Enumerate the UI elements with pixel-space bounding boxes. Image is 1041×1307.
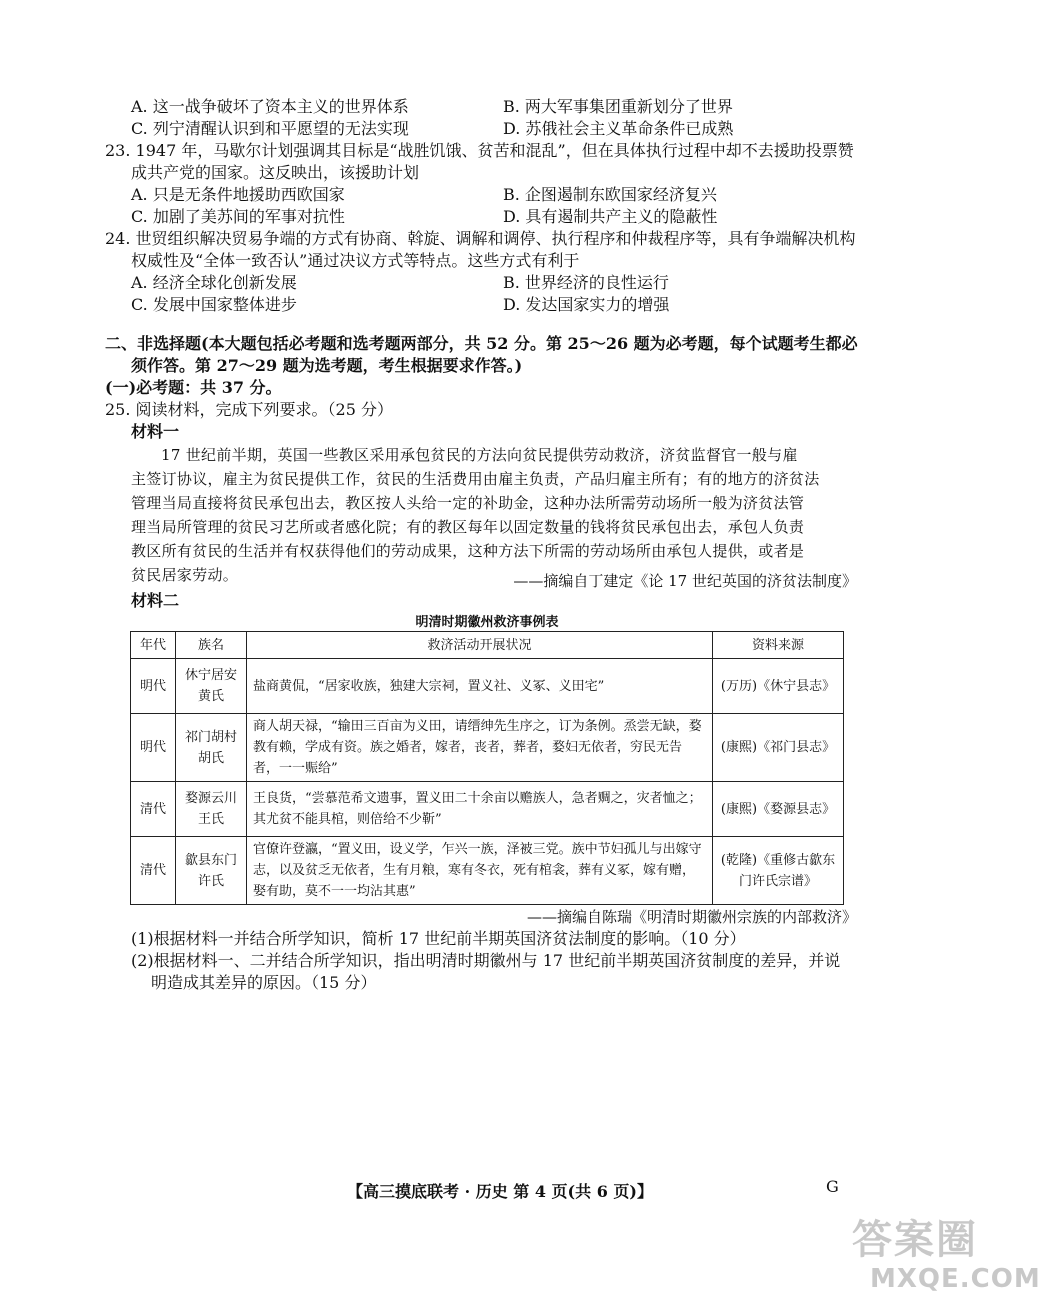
q23-option-b: B. 企图遏制东欧国家经济复兴 xyxy=(503,185,717,204)
cell-source: (乾隆)《重修古歙东门许氏宗谱》 xyxy=(713,837,844,905)
material1-source: ——摘编自丁建定《论 17 世纪英国的济贫法制度》 xyxy=(513,572,857,590)
cell-clan: 歙县东门许氏 xyxy=(176,837,247,905)
material2-label: 材料二 xyxy=(131,591,180,610)
cell-era: 清代 xyxy=(131,837,176,905)
cell-activity: 王良货，“尝慕范希文遗事，置义田二十余亩以赡族人，急者赒之，灾者恤之；其尤贫不能具棺，则倍给不少靳” xyxy=(247,782,713,837)
material1-line: 主签订协议，雇主为贫民提供工作，贫民的生活费用由雇主负责，产品归雇主所有；有的地方的济贫法 xyxy=(131,470,820,488)
material1-label: 材料一 xyxy=(131,422,180,441)
table-row xyxy=(131,714,844,782)
q25-ask-1: (1)根据材料一并结合所学知识，简析 17 世纪前半期英国济贫法制度的影响。（10 分） xyxy=(131,929,746,948)
q23-stem-line1: 23. 1947 年，马歇尔计划强调其目标是“战胜饥饿、贫苦和混乱”，但在具体执行过程中却不去援助投票赞 xyxy=(105,141,854,160)
q22-option-d: D. 苏俄社会主义革命条件已成熟 xyxy=(503,119,734,138)
q24-stem-line1: 24. 世贸组织解决贸易争端的方式有协商、斡旋、调解和调停、执行程序和仲裁程序等，具有争端解决机构 xyxy=(105,229,856,248)
q22-option-b: B. 两大军事集团重新划分了世界 xyxy=(503,97,733,116)
table-row xyxy=(131,659,844,714)
q22-option-a: A. 这一战争破坏了资本主义的世界体系 xyxy=(131,97,409,116)
q23-option-c: C. 加剧了美苏间的军事对抗性 xyxy=(131,207,345,226)
table-row xyxy=(131,782,844,837)
table-header-clan: 族名 xyxy=(176,632,247,659)
cell-source: (万历)《休宁县志》 xyxy=(713,659,844,714)
q25-ask-2-line1: (2)根据材料一、二并结合所学知识，指出明清时期徽州与 17 世纪前半期英国济贫制度的差异，并说 xyxy=(131,951,841,970)
q24-option-d: D. 发达国家实力的增强 xyxy=(503,295,670,314)
cell-source: (康熙)《祁门县志》 xyxy=(713,714,844,782)
cell-clan: 祁门胡村胡氏 xyxy=(176,714,247,782)
q24-option-a: A. 经济全球化创新发展 xyxy=(131,273,297,292)
q22-option-c: C. 列宁清醒认识到和平愿望的无法实现 xyxy=(131,119,409,138)
q23-option-d: D. 具有遏制共产主义的隐蔽性 xyxy=(503,207,718,226)
relief-table xyxy=(130,631,844,905)
q24-option-b: B. 世界经济的良性运行 xyxy=(503,273,669,292)
cell-era: 明代 xyxy=(131,714,176,782)
q24-stem-line2: 权威性及“全体一致否认”通过决议方式等特点。这些方式有利于 xyxy=(131,251,580,270)
table-header-activity: 救济活动开展状况 xyxy=(247,632,713,659)
material1-line: 贫民居家劳动。 xyxy=(131,566,239,584)
section2-title-line1: 二、非选择题(本大题包括必考题和选考题两部分，共 52 分。第 25～26 题为必考题，每个试题考生都必 xyxy=(105,334,858,353)
table-header-row xyxy=(131,632,844,659)
cell-era: 清代 xyxy=(131,782,176,837)
q24-option-c: C. 发展中国家整体进步 xyxy=(131,295,297,314)
cell-era: 明代 xyxy=(131,659,176,714)
table-row xyxy=(131,837,844,905)
cell-clan: 休宁居安黄氏 xyxy=(176,659,247,714)
cell-activity: 官僚许登瀛，“置义田，设义学，乍兴一族，泽被三党。族中节妇孤儿与出嫁守志，以及贫乏无依者，生有月粮，寒有冬衣，死有棺衾，葬有义冢，嫁有赠，娶有助，莫不一一均沾其惠” xyxy=(247,837,713,905)
cell-activity: 商人胡天禄，“输田三百亩为义田，请缙绅先生序之，订为条例。烝尝无缺，婺教有赖，学成有资。族之婚者，嫁者，丧者，葬者，婺妇无依者，穷民无告者，一一赈给” xyxy=(247,714,713,782)
page-footer: 【高三摸底联考 · 历史 第 4 页(共 6 页)】 xyxy=(347,1182,653,1201)
q23-option-a: A. 只是无条件地援助西欧国家 xyxy=(131,185,345,204)
material2-source: ——摘编自陈瑞《明清时期徽州宗族的内部救济》 xyxy=(526,908,857,926)
watermark-logo: 答案圈 xyxy=(852,1217,978,1263)
section2-subtitle: (一)必考题：共 37 分。 xyxy=(105,378,282,397)
cell-clan: 婺源云川王氏 xyxy=(176,782,247,837)
cell-source: (康熙)《婺源县志》 xyxy=(713,782,844,837)
material1-line: 理当局所管理的贫民习艺所或者感化院；有的教区每年以固定数量的钱将贫民承包出去，承包人负责 xyxy=(131,518,805,536)
q25-ask-2-line2: 明造成其差异的原因。（15 分） xyxy=(151,973,377,992)
material1-line: 教区所有贫民的生活并有权获得他们的劳动成果，这种方法下所需的劳动场所由承包人提供，或者是 xyxy=(131,542,805,560)
table-header-era: 年代 xyxy=(131,632,176,659)
material1-line: 管理当局直接将贫民承包出去，教区按人头给一定的补助金，这种办法所需劳动场所一般为济贫法管 xyxy=(131,494,805,512)
cell-activity: 盐商黄侃，“居家收族，独建大宗祠，置义社、义冢、义田宅” xyxy=(247,659,713,714)
material1-line: 17 世纪前半期，英国一些教区采用承包贫民的方法向贫民提供劳动救济，济贫监督官一般与雇 xyxy=(161,446,798,464)
table-header-source: 资料来源 xyxy=(713,632,844,659)
watermark-url: MXQE.COM xyxy=(870,1264,1041,1294)
paper-code: G xyxy=(826,1177,839,1196)
table-title: 明清时期徽州救济事例表 xyxy=(415,615,559,630)
section2-title-line2: 须作答。第 27～29 题为选考题，考生根据要求作答。) xyxy=(131,356,523,375)
q23-stem-line2: 成共产党的国家。这反映出，该援助计划 xyxy=(131,163,420,182)
q25-stem: 25. 阅读材料，完成下列要求。（25 分） xyxy=(105,400,393,419)
